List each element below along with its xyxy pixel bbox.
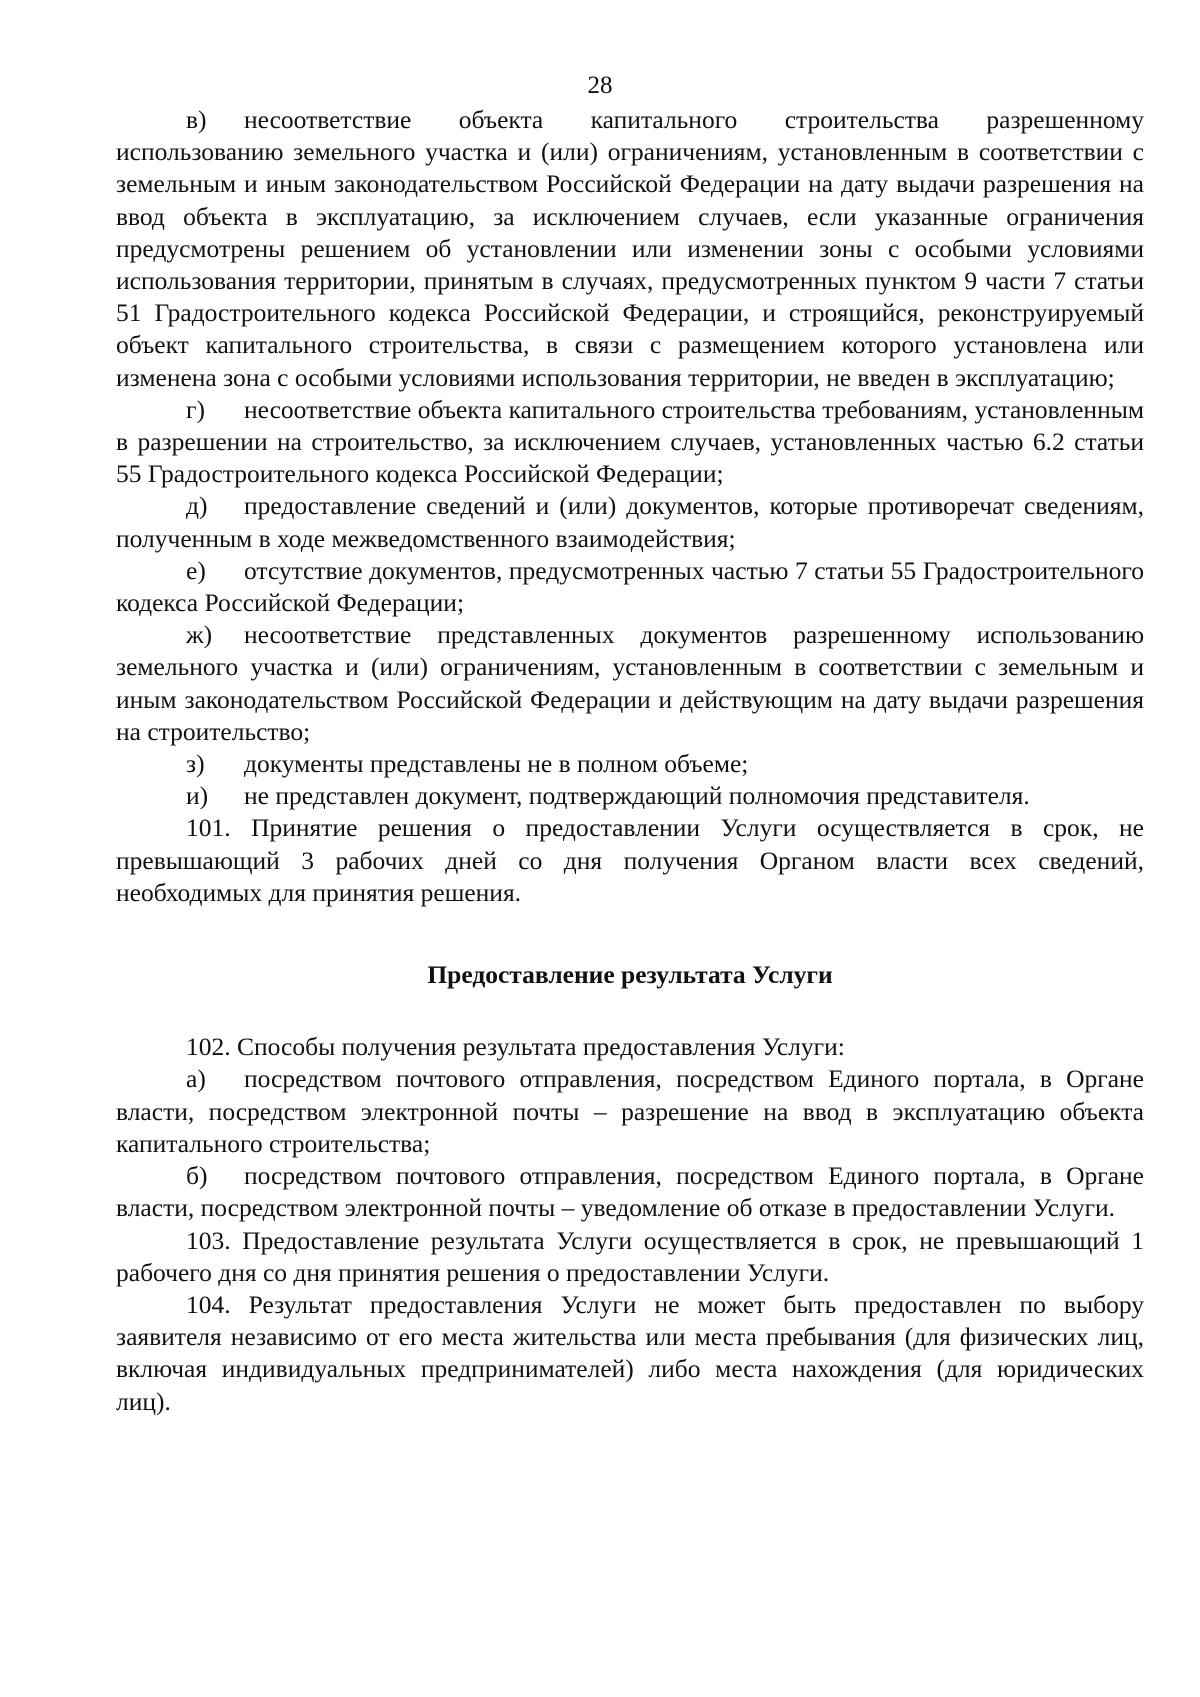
- list-item-z: [116, 748, 1144, 780]
- list-marker: д): [186, 491, 208, 521]
- list-item-text: не представлен документ, подтверждающий полномочия представителя.: [244, 781, 1030, 811]
- list-item-b: [116, 1160, 1144, 1224]
- list-item-text: отсутствие документов, предусмотренных частью 7 статьи 55 Градостроительного кодекса Российской Федерации;: [116, 555, 1144, 618]
- paragraph-103: 103. Предоставление результата Услуги осуществляется в срок, не превышающий 1 рабочего дня со дня принятия решения о предоставлении Услуги.: [116, 1225, 1144, 1287]
- page-number: 28: [587, 72, 613, 99]
- list-item-zh: [116, 619, 1144, 748]
- paragraph-102: 102. Способы получения результата предоставления Услуги:: [186, 1032, 845, 1062]
- list-item-v: [116, 104, 1144, 394]
- list-item-text: предоставление сведений и (или) документов, которые противоречат сведениям, полученным в ходе межведомственного взаимодействия;: [116, 491, 1144, 553]
- list-marker: з): [186, 749, 205, 779]
- list-item-text: несоответствие объекта капитального строительства требованиям, установленным в разрешении на строительство, за исключением случаев, установленных частью 6.2 статьи 55 Градостроительного кодекса Российской Федерации;: [116, 394, 1144, 489]
- list-item-d: [116, 490, 1144, 554]
- list-item-text: посредством почтового отправления, посредством Единого портала, в Органе власти, посредством электронной почты – уведомление об отказе в предоставлении Услуги.: [116, 1161, 1144, 1223]
- list-item-text: документы представлены не в полном объеме;: [244, 749, 749, 779]
- list-marker: а): [186, 1064, 206, 1094]
- list-marker: г): [186, 394, 205, 424]
- list-item-text: несоответствие объекта капитального строительства разрешенному использованию земельного участка и (или) ограничениям, установленным в соответствии с земельным и иным законодательством Российской Федерации на дату выдачи разрешения на ввод объекта в эксплуатацию, за исключением случаев, если указанные ограничения предусмотрены решением об установлении или изменении зоны с особыми условиями использования территории, принятым в случаях, предусмотренных пунктом 9 части 7 статьи 51 Градостроительного кодекса Российской Федерации, и строящийся, реконструируемый объект капитального строительства, в связи с размещением которого установлена или изменена зона с особыми условиями использования территории, не введен в эксплуатацию;: [116, 105, 1144, 392]
- list-item-i: [116, 780, 1144, 812]
- list-item-text: несоответствие представленных документов разрешенному использованию земельного участка и (или) ограничениям, установленным в соответствии с земельным и иным законодательством Российской Федерации и действующим на дату выдачи разрешения на строительство;: [116, 620, 1144, 746]
- list-marker: и): [186, 781, 209, 811]
- list-marker: ж): [186, 620, 213, 650]
- list-marker: е): [186, 555, 206, 585]
- document-body: [116, 104, 1144, 1418]
- list-item-text: посредством почтового отправления, посредством Единого портала, в Органе власти, посредством электронной почты – разрешение на ввод в эксплуатацию объекта капитального строительства;: [116, 1064, 1144, 1158]
- paragraph-104: 104. Результат предоставления Услуги не может быть предоставлен по выбору заявителя независимо от его места жительства или места пребывания (для физических лиц, включая индивидуальных предпринимателей) либо места нахождения (для юридических лиц).: [116, 1289, 1144, 1416]
- list-item-g: [116, 394, 1144, 491]
- list-marker: б): [186, 1161, 208, 1191]
- list-item-a: [116, 1063, 1144, 1160]
- section-heading: Предоставление результата Услуги: [427, 960, 833, 990]
- list-marker: в): [186, 105, 207, 134]
- paragraph-101: 101. Принятие решения о предоставлении Услуги осуществляется в срок, не превышающий 3 рабочих дней со дня получения Органом власти всех сведений, необходимых для принятия решения.: [116, 813, 1144, 907]
- list-item-e: [116, 555, 1144, 619]
